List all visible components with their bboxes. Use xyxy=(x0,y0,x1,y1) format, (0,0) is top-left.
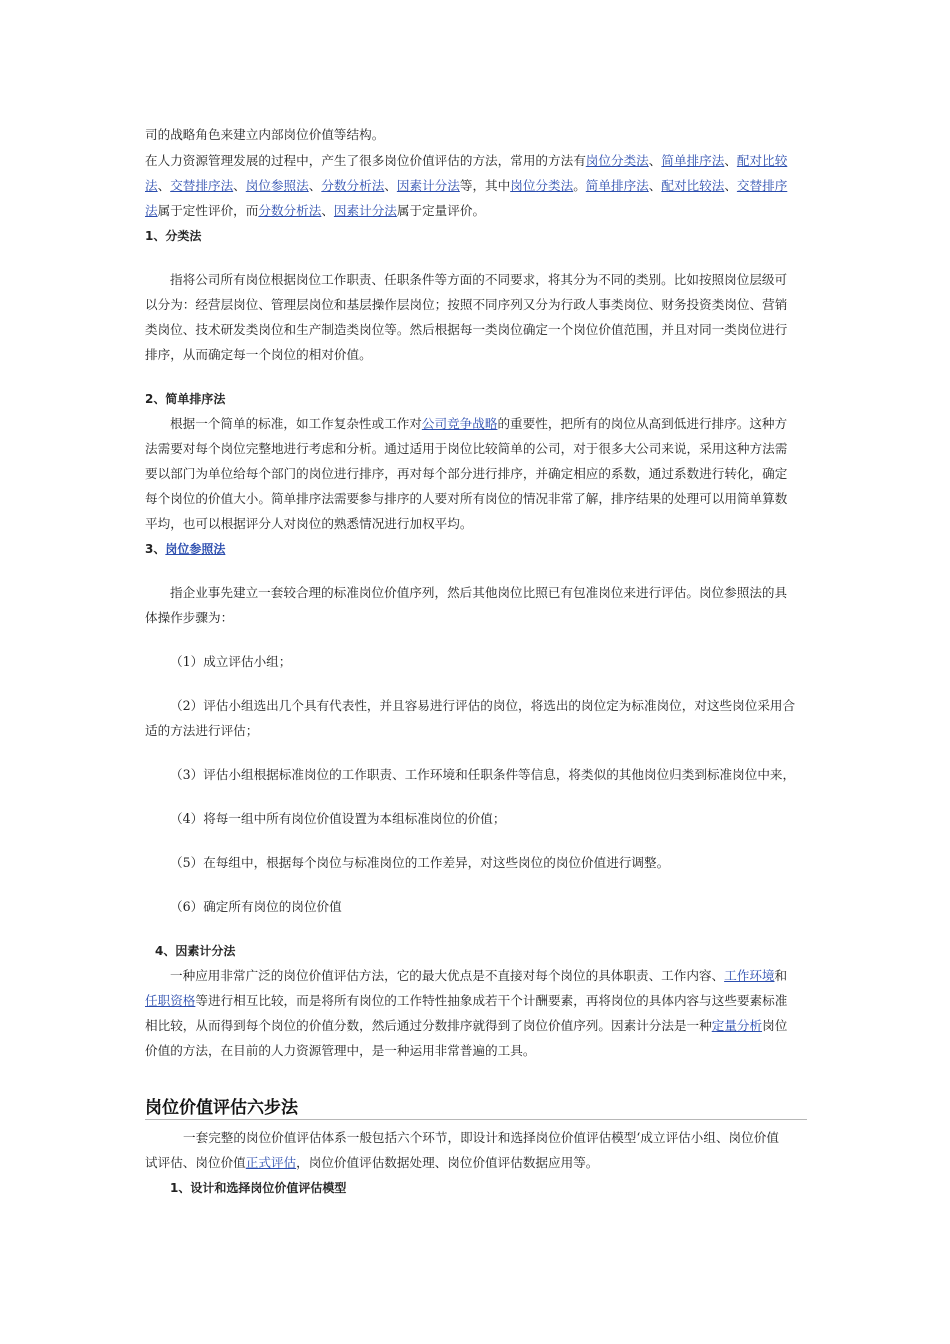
s3-step-6: （6）确定所有岗位的岗位价值 xyxy=(170,899,342,914)
section-4-heading: 4、因素计分法 xyxy=(155,944,236,958)
s4-line-3: 相比较，从而得到每个岗位的价值分数，然后通过分数排序就得到了岗位价值序列。因素计分法是一种定量分析岗位 xyxy=(145,1018,788,1033)
s4-line-2: 任职资格等进行相互比较，而是将所有岗位的工作特性抽象成若干个计酬要素，再将岗位的具体内容与这些要素标准 xyxy=(145,993,788,1008)
link-gangwei-canzhao-heading[interactable]: 岗位参照法 xyxy=(165,542,226,556)
link-gongsi-jingzheng-zhanlue[interactable]: 公司竞争战略 xyxy=(421,416,498,431)
section-1-heading: 1、分类法 xyxy=(145,229,202,243)
s1-line-3: 类岗位、技术研发类岗位和生产制造类岗位等。然后根据每一类岗位确定一个岗位价值范围，并且对同一类岗位进行 xyxy=(145,322,788,337)
link-gangwei-canzhao[interactable]: 岗位参照法 xyxy=(245,178,309,193)
s3-step-1: （1）成立评估小组； xyxy=(170,654,292,669)
section-title-six-steps: 岗位价值评估六步法 xyxy=(145,1098,298,1118)
link-jiandan-paixu-2[interactable]: 简单排序法 xyxy=(585,178,649,193)
link-peidui-bijiao-cont[interactable]: 法 xyxy=(145,178,158,193)
title-divider xyxy=(145,1119,807,1120)
s3-line-2: 体操作步骤为： xyxy=(145,610,234,625)
link-gangwei-fenlei-2[interactable]: 岗位分类法 xyxy=(510,178,574,193)
s1-line-2: 以分为：经营层岗位、管理层岗位和基层操作层岗位；按照不同序列又分为行政人事类岗位、财务投资类岗位、营销 xyxy=(145,297,788,312)
link-fenshu-fenxi-2[interactable]: 分数分析法 xyxy=(258,203,322,218)
s3-step-2-cont: 适的方法进行评估； xyxy=(145,723,259,738)
s3-step-3: （3）评估小组根据标准岗位的工作职责、工作环境和任职条件等信息，将类似的其他岗位归类到标准岗位中来， xyxy=(170,767,796,782)
link-fenshu-fenxi[interactable]: 分数分析法 xyxy=(321,178,385,193)
six-line-2: 试评估、岗位价值正式评估，岗位价值评估数据处理、岗位价值评估数据应用等。 xyxy=(145,1155,599,1170)
s3-step-4: （4）将每一组中所有岗位价值设置为本组标准岗位的价值； xyxy=(170,811,506,826)
link-peidui-bijiao[interactable]: 配对比较 xyxy=(736,153,788,168)
s2-line-4: 每个岗位的价值大小。简单排序法需要参与排序的人要对所有岗位的情况非常了解，排序结果的处理可以用简单算数 xyxy=(145,491,788,506)
s3-step-5: （5）在每组中，根据每个岗位与标准岗位的工作差异，对这些岗位的岗位价值进行调整。 xyxy=(170,855,670,870)
link-jiandan-paixu[interactable]: 简单排序法 xyxy=(661,153,725,168)
s3-step-2: （2）评估小组选出几个具有代表性，并且容易进行评估的岗位，将选出的岗位定为标准岗位，对这些岗位采用合 xyxy=(170,698,796,713)
link-peidui-bijiao-2b[interactable]: 法 xyxy=(711,178,725,193)
six-step-1-heading: 1、设计和选择岗位价值评估模型 xyxy=(170,1181,347,1195)
intro-line-4: 法属于定性评价，而分数分析法、因素计分法属于定量评价。 xyxy=(145,203,486,218)
link-peidui-bijiao-2[interactable]: 配对比较 xyxy=(661,178,712,193)
link-gangwei-fenlei[interactable]: 岗位分类法 xyxy=(585,153,649,168)
link-jiaoti-paixu[interactable]: 交替排序法 xyxy=(170,178,234,193)
link-dingliang-fenxi[interactable]: 定量分析 xyxy=(711,1018,763,1033)
link-renzhi-zige[interactable]: 任职资格 xyxy=(145,993,196,1008)
s4-line-1: 一种应用非常广泛的岗位价值评估方法，它的最大优点是不直接对每个岗位的具体职责、工作内容、工作环境和 xyxy=(170,968,788,983)
link-gongzuo-huanjing[interactable]: 工作环境 xyxy=(724,968,775,983)
link-zhengshi-pinggu[interactable]: 正式评估 xyxy=(245,1155,297,1170)
s2-line-3: 要以部门为单位给每个部门的岗位进行排序，再对每个部分进行排序，并确定相应的系数，通过系数进行转化，确定 xyxy=(145,466,788,481)
s3-line-1: 指企业事先建立一套较合理的标准岗位价值序列，然后其他岗位比照已有包准岗位来进行评估。岗位参照法的具 xyxy=(170,585,788,600)
s1-line-4: 排序，从而确定每一个岗位的相对价值。 xyxy=(145,347,372,362)
s4-line-4: 价值的方法，在目前的人力资源管理中，是一种运用非常普遍的工具。 xyxy=(145,1043,536,1058)
link-jiaoti-paixu-2b[interactable]: 法 xyxy=(145,203,158,218)
intro-line-3: 法、交替排序法、岗位参照法、分数分析法、因素计分法等，其中岗位分类法。简单排序法、配对比较法、交替排序 xyxy=(145,178,788,193)
intro-line-2: 在人力资源管理发展的过程中，产生了很多岗位价值评估的方法，常用的方法有岗位分类法、简单排序法、配对比较 xyxy=(145,153,788,168)
s2-line-2: 法需要对每个岗位完整地进行考虑和分析。通过适用于岗位比较简单的公司，对于很多大公司来说，采用这种方法需 xyxy=(145,441,788,456)
section-3-heading: 3、岗位参照法 xyxy=(145,542,226,556)
s2-line-5: 平均，也可以根据评分人对岗位的熟悉情况进行加权平均。 xyxy=(145,516,473,531)
link-jiaoti-paixu-2[interactable]: 交替排序 xyxy=(736,178,788,193)
link-yinsu-jifen-2[interactable]: 因素计分法 xyxy=(333,203,397,218)
intro-line-1: 司的战略角色来建立内部岗位价值等结构。 xyxy=(145,127,385,142)
section-2-heading: 2、简单排序法 xyxy=(145,392,226,406)
six-line-1: 一套完整的岗位价值评估体系一般包括六个环节，即设计和选择岗位价值评估模型‘成立评估小组、岗位价值 xyxy=(183,1130,779,1145)
s1-line-1: 指将公司所有岗位根据岗位工作职责、任职条件等方面的不同要求，将其分为不同的类别。比如按照岗位层级可 xyxy=(170,272,788,287)
s2-line-1: 根据一个简单的标准，如工作复杂性或工作对公司竞争战略的重要性，把所有的岗位从高到低进行排序。这种方 xyxy=(170,416,788,431)
link-yinsu-jifen[interactable]: 因素计分法 xyxy=(396,178,460,193)
